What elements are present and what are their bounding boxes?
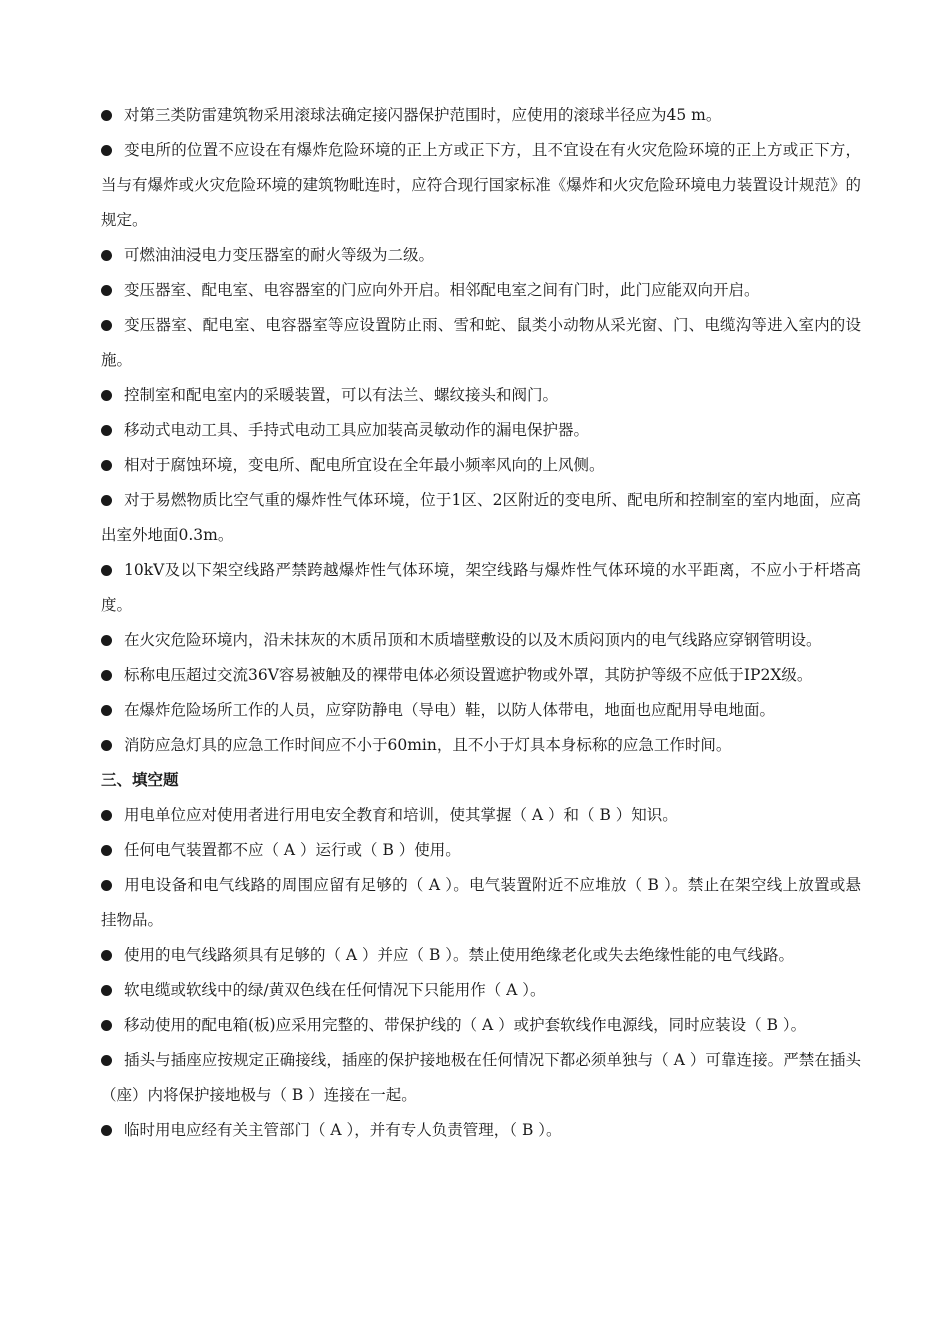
list-item [101,483,861,553]
list-item [101,413,861,448]
bullet-icon [101,670,112,681]
item-text: 变电所的位置不应设在有爆炸危险环境的正上方或正下方，且不宜设在有火灾危险环境的正上方或正下方，当与有爆炸或火灾危险环境的建筑物毗连时，应符合现行国家标准《爆炸和火灾危险环境电力装置设计规范》的规定。 [101,141,861,229]
bullet-icon [101,1020,112,1031]
bullet-icon [101,810,112,821]
item-text: 变压器室、配电室、电容器室等应设置防止雨、雪和蛇、鼠类小动物从采光窗、门、电缆沟等进入室内的设施。 [101,316,861,369]
bullet-icon [101,950,112,961]
item-text: 插头与插座应按规定正确接线，插座的保护接地极在任何情况下都必须单独与（ A ）可靠连接。严禁在插头（座）内将保护接地极与（ B ）连接在一起。 [101,1051,861,1104]
bullet-icon [101,880,112,891]
item-text: 10kV及以下架空线路严禁跨越爆炸性气体环境，架空线路与爆炸性气体环境的水平距离，不应小于杆塔高度。 [101,561,861,614]
bullet-icon [101,495,112,506]
list-item [101,553,861,623]
list-item [101,973,861,1008]
item-text: 在火灾危险环境内，沿未抹灰的木质吊顶和木质墙壁敷设的以及木质闷顶内的电气线路应穿钢管明设。 [124,631,822,649]
bullet-icon [101,1125,112,1136]
fill-in-blank-list [101,798,861,1148]
list-item [101,1008,861,1043]
list-item [101,728,861,763]
document-page [101,98,861,1148]
bullet-icon [101,320,112,331]
bullet-icon [101,1055,112,1066]
list-item [101,238,861,273]
item-text: 在爆炸危险场所工作的人员，应穿防静电（导电）鞋，以防人体带电，地面也应配用导电地面。 [124,701,776,719]
item-text: 变压器室、配电室、电容器室的门应向外开启。相邻配电室之间有门时，此门应能双向开启。 [124,281,760,299]
bullet-icon [101,565,112,576]
list-item [101,623,861,658]
item-text: 使用的电气线路须具有足够的（ A ）并应（ B ）。禁止使用绝缘老化或失去绝缘性能的电气线路。 [124,946,795,964]
item-text: 消防应急灯具的应急工作时间应不小于60min，且不小于灯具本身标称的应急工作时间。 [124,736,732,754]
item-text: 软电缆或软线中的绿/黄双色线在任何情况下只能用作（ A ）。 [124,981,546,999]
section-heading: 三、填空题 [101,771,179,789]
bullet-icon [101,145,112,156]
item-text: 相对于腐蚀环境，变电所、配电所宜设在全年最小频率风向的上风侧。 [124,456,605,474]
list-item [101,448,861,483]
bullet-icon [101,635,112,646]
list-item [101,833,861,868]
item-text: 移动式电动工具、手持式电动工具应加装高灵敏动作的漏电保护器。 [124,421,590,439]
bullet-icon [101,845,112,856]
bullet-icon [101,425,112,436]
statement-list [101,98,861,763]
list-item [101,273,861,308]
item-text: 控制室和配电室内的采暖装置，可以有法兰、螺纹接头和阀门。 [124,386,559,404]
list-item [101,1043,861,1113]
list-item [101,1113,861,1148]
bullet-icon [101,390,112,401]
bullet-icon [101,285,112,296]
item-text: 临时用电应经有关主管部门（ A ），并有专人负责管理，（ B ）。 [124,1121,562,1139]
item-text: 对于易燃物质比空气重的爆炸性气体环境，位于1区、2区附近的变电所、配电所和控制室的室内地面，应高出室外地面0.3m。 [101,491,861,544]
item-text: 用电单位应对使用者进行用电安全教育和培训，使其掌握（ A ）和（ B ）知识。 [124,806,678,824]
item-text: 可燃油油浸电力变压器室的耐火等级为二级。 [124,246,435,264]
list-item [101,378,861,413]
bullet-icon [101,740,112,751]
list-item [101,133,861,238]
item-text: 移动使用的配电箱(板)应采用完整的、带保护线的（ A ）或护套软线作电源线，同时应装设（ B ）。 [124,1016,807,1034]
list-item [101,798,861,833]
item-text: 标称电压超过交流36V容易被触及的裸带电体必须设置遮护物或外罩，其防护等级不应低于IP2X级。 [124,666,813,684]
item-text: 对第三类防雷建筑物采用滚球法确定接闪器保护范围时，应使用的滚球半径应为45 m。 [124,106,722,124]
bullet-icon [101,250,112,261]
bullet-icon [101,705,112,716]
list-item [101,938,861,973]
bullet-icon [101,110,112,121]
bullet-icon [101,460,112,471]
bullet-icon [101,985,112,996]
list-item [101,868,861,938]
item-text: 任何电气装置都不应（ A ）运行或（ B ）使用。 [124,841,461,859]
list-item [101,693,861,728]
item-text: 用电设备和电气线路的周围应留有足够的（ A ）。电气装置附近不应堆放（ B ）。禁止在架空线上放置或悬挂物品。 [101,876,861,929]
list-item [101,308,861,378]
list-item [101,658,861,693]
list-item [101,98,861,133]
